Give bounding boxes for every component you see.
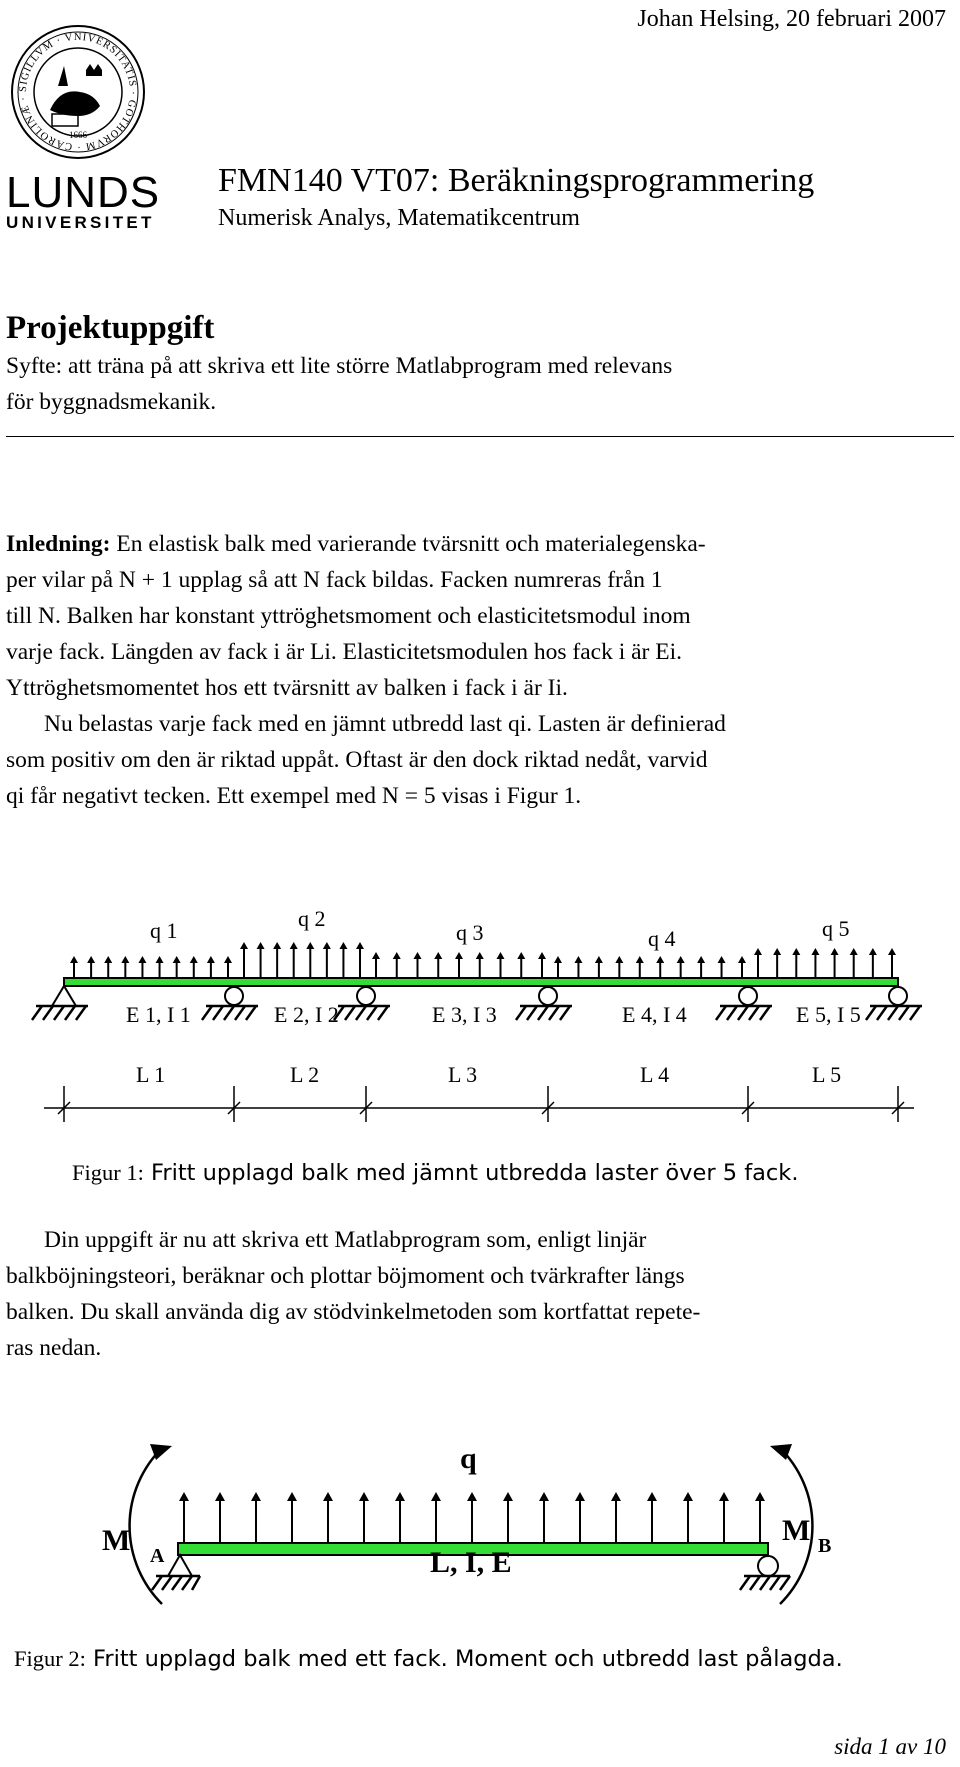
load-arrowhead	[372, 952, 380, 959]
span-length-2: L 2	[290, 1062, 320, 1087]
ground-hatch-icon	[877, 1006, 887, 1020]
roller-support-icon	[357, 987, 375, 1005]
roller-support-icon	[225, 987, 243, 1005]
load-arrowhead	[251, 1492, 261, 1501]
ground-hatch-icon	[740, 1576, 790, 1590]
figure-2-caption-text: Fritt upplagd balk med ett fack. Moment och utbredd last pålagda.	[93, 1646, 843, 1672]
load-label-4: q 4	[648, 926, 676, 951]
load-arrowhead	[156, 956, 164, 963]
load-arrowhead	[455, 952, 463, 959]
load-arrowhead	[615, 956, 623, 963]
section-title: Projektuppgift	[6, 310, 215, 346]
load-label-1: q 1	[150, 918, 178, 943]
moment-right-label: M	[782, 1514, 811, 1547]
load-arrowhead	[240, 942, 248, 949]
ground-hatch-icon	[345, 1006, 355, 1020]
load-arrowhead	[738, 956, 746, 963]
load-label-2: q 2	[298, 906, 326, 931]
figure-1-caption-label: Figur 1:	[72, 1160, 144, 1185]
load-arrowhead	[215, 1492, 225, 1501]
ground-hatch-icon	[152, 1576, 200, 1590]
load-arrowhead	[831, 948, 839, 955]
ground-hatch-icon	[760, 1006, 770, 1020]
ground-hatch-icon	[65, 1006, 75, 1020]
load-arrowhead	[287, 1492, 297, 1501]
load-arrowhead	[755, 1492, 765, 1501]
wordmark-universitet: UNIVERSITET	[6, 213, 155, 232]
seal-year: 1666	[69, 130, 87, 140]
intro-line-4: varje fack. Längden av fack i är Li. Elasticitetsmodulen hos fack i är Ei.	[6, 639, 683, 665]
load-arrowhead	[393, 952, 401, 959]
figure-1-caption-text: Fritt upplagd balk med jämnt utbredda laster över 5 fack.	[151, 1160, 799, 1186]
ground-hatch-icon	[549, 1006, 559, 1020]
load-arrowhead	[850, 948, 858, 955]
ground-hatch-icon	[738, 1006, 748, 1020]
intro-line-8: qi får negativt tecken. Ett exempel med N = 5 visas i Figur 1.	[6, 783, 582, 809]
load-arrowhead	[575, 1492, 585, 1501]
ground-hatch-icon	[356, 1006, 366, 1020]
figure-2	[0, 1430, 960, 1634]
ground-hatch-icon	[538, 1006, 548, 1020]
section-rule	[6, 436, 954, 437]
ground-hatch-icon	[246, 1006, 256, 1020]
span-properties-4: E 4, I 4	[622, 1002, 687, 1027]
load-arrowhead	[719, 1492, 729, 1501]
ground-hatch-icon	[866, 1006, 876, 1020]
load-arrowhead	[611, 1492, 621, 1501]
load-arrowhead	[574, 956, 582, 963]
load-arrowhead	[87, 956, 95, 963]
load-arrowhead	[888, 948, 896, 955]
load-arrowhead	[539, 1492, 549, 1501]
load-arrowhead	[104, 956, 112, 963]
purpose-line-2: för byggnadsmekanik.	[6, 389, 217, 415]
ground-hatch-icon	[899, 1006, 909, 1020]
roller-support-icon	[889, 987, 907, 1005]
ground-hatch-icon	[727, 1006, 737, 1020]
load-arrowhead	[754, 948, 762, 955]
load-arrowhead	[677, 956, 685, 963]
ground-hatch-icon	[749, 1006, 759, 1020]
figure-1	[0, 890, 960, 1134]
pinned-support-icon	[52, 986, 76, 1006]
figure-2-caption-label: Figur 2:	[14, 1646, 86, 1671]
ground-hatch-icon	[32, 1006, 42, 1020]
load-arrowhead	[306, 942, 314, 949]
load-arrowhead	[323, 942, 331, 949]
load-arrowhead	[173, 956, 181, 963]
load-arrowhead	[554, 956, 562, 963]
task-line-3: balken. Du skall använda dig av stödvinkelmetoden som kortfattat repete-	[6, 1299, 701, 1325]
span-properties-5: E 5, I 5	[796, 1002, 861, 1027]
intro-line-5: Yttröghetsmomentet hos ett tvärsnitt av balken i fack i är Ii.	[6, 675, 568, 701]
course-subtitle: Numerisk Analys, Matematikcentrum	[218, 205, 580, 231]
beam-properties: L, I, E	[430, 1546, 512, 1579]
figure-1-caption	[72, 1160, 798, 1186]
moment-right-sub: B	[818, 1535, 832, 1557]
load-arrowhead	[359, 1492, 369, 1501]
ground-hatch-icon	[235, 1006, 245, 1020]
university-seal	[6, 20, 176, 164]
load-arrowhead	[70, 956, 78, 963]
load-arrowhead	[207, 956, 215, 963]
ground-hatch-icon	[560, 1006, 570, 1020]
load-arrowhead	[431, 1492, 441, 1501]
load-arrowhead	[434, 952, 442, 959]
load-arrowhead	[121, 956, 129, 963]
ground-hatch-icon	[527, 1006, 537, 1020]
intro-text-1: En elastisk balk med varierande tvärsnitt och materialegenska-	[116, 531, 706, 557]
load-arrowhead	[636, 956, 644, 963]
roller-support-icon	[539, 987, 557, 1005]
load-arrowhead	[476, 952, 484, 959]
author-date: Johan Helsing, 20 februari 2007	[637, 6, 946, 32]
load-arrowhead	[497, 952, 505, 959]
ground-hatch-icon	[716, 1006, 726, 1020]
load-arrowhead	[869, 948, 877, 955]
beam	[64, 978, 898, 986]
span-properties-2: E 2, I 2	[274, 1002, 339, 1027]
load-arrowhead	[179, 1492, 189, 1501]
load-arrowhead	[773, 948, 781, 955]
load-arrowhead	[323, 1492, 333, 1501]
load-arrowhead	[718, 956, 726, 963]
load-arrowhead	[656, 956, 664, 963]
load-label-3: q 3	[456, 920, 484, 945]
ground-hatch-icon	[378, 1006, 388, 1020]
span-properties-3: E 3, I 3	[432, 1002, 497, 1027]
figure-2-caption	[14, 1646, 843, 1672]
span-length-3: L 3	[448, 1062, 478, 1087]
intro-line-6: Nu belastas varje fack med en jämnt utbredd last qi. Lasten är definierad	[44, 711, 726, 737]
course-title: FMN140 VT07: Beräkningsprogrammering	[218, 162, 815, 199]
ground-hatch-icon	[367, 1006, 377, 1020]
span-properties-1: E 1, I 1	[126, 1002, 191, 1027]
span-length-5: L 5	[812, 1062, 842, 1087]
intro-line-1	[6, 526, 954, 562]
load-arrowhead	[517, 952, 525, 959]
load-arrowhead	[414, 952, 422, 959]
load-arrowhead	[792, 948, 800, 955]
load-arrowhead	[503, 1492, 513, 1501]
load-arrowhead	[595, 956, 603, 963]
roller-support-icon	[739, 987, 757, 1005]
moment-left-label: M	[102, 1524, 131, 1557]
load-arrowhead	[683, 1492, 693, 1501]
intro-line-3: till N. Balken har konstant yttröghetsmoment och elasticitetsmodul inom	[6, 603, 691, 629]
ground-hatch-icon	[516, 1006, 526, 1020]
intro-line-7: som positiv om den är riktad uppåt. Oftast är den dock riktad nedåt, varvid	[6, 747, 708, 773]
task-line-2: balkböjningsteori, beräknar och plottar böjmoment och tvärkrafter längs	[6, 1263, 685, 1289]
seal-text: SIGILLVM · VNIVERSITATIS · GOTHORVM · CAROLINÆ ·	[17, 31, 139, 153]
load-label: q	[460, 1442, 477, 1475]
ground-hatch-icon	[213, 1006, 223, 1020]
load-arrowhead	[356, 942, 364, 949]
pinned-support-icon	[168, 1555, 192, 1576]
load-label-5: q 5	[822, 916, 850, 941]
moment-left-arc	[130, 1448, 162, 1604]
span-length-1: L 1	[136, 1062, 166, 1087]
ground-hatch-icon	[76, 1006, 86, 1020]
load-arrowhead	[538, 952, 546, 959]
load-arrowhead	[339, 942, 347, 949]
load-arrowhead	[257, 942, 265, 949]
load-arrowhead	[395, 1492, 405, 1501]
task-line-1: Din uppgift är nu att skriva ett Matlabprogram som, enligt linjär	[44, 1227, 647, 1253]
moment-left-sub: A	[150, 1545, 165, 1567]
load-arrowhead	[811, 948, 819, 955]
ground-hatch-icon	[202, 1006, 212, 1020]
load-arrowhead	[190, 956, 198, 963]
ground-hatch-icon	[43, 1006, 53, 1020]
roller-support-icon	[758, 1556, 778, 1576]
task-line-4: ras nedan.	[6, 1335, 102, 1361]
intro-line-2: per vilar på N + 1 upplag så att N fack bildas. Facken numreras från 1	[6, 567, 663, 593]
load-arrowhead	[138, 956, 146, 963]
ground-hatch-icon	[54, 1006, 64, 1020]
load-arrowhead	[290, 942, 298, 949]
load-arrowhead	[224, 956, 232, 963]
span-length-4: L 4	[640, 1062, 670, 1087]
ground-hatch-icon	[910, 1006, 920, 1020]
load-arrowhead	[273, 942, 281, 949]
page-number: sida 1 av 10	[834, 1734, 946, 1759]
intro-heading: Inledning:	[6, 531, 111, 557]
ground-hatch-icon	[224, 1006, 234, 1020]
ground-hatch-icon	[888, 1006, 898, 1020]
wordmark-lunds: LUNDS	[6, 168, 161, 217]
load-arrowhead	[647, 1492, 657, 1501]
load-arrowhead	[697, 956, 705, 963]
load-arrowhead	[467, 1492, 477, 1501]
purpose-line-1: Syfte: att träna på att skriva ett lite större Matlabprogram med relevans	[6, 353, 673, 379]
